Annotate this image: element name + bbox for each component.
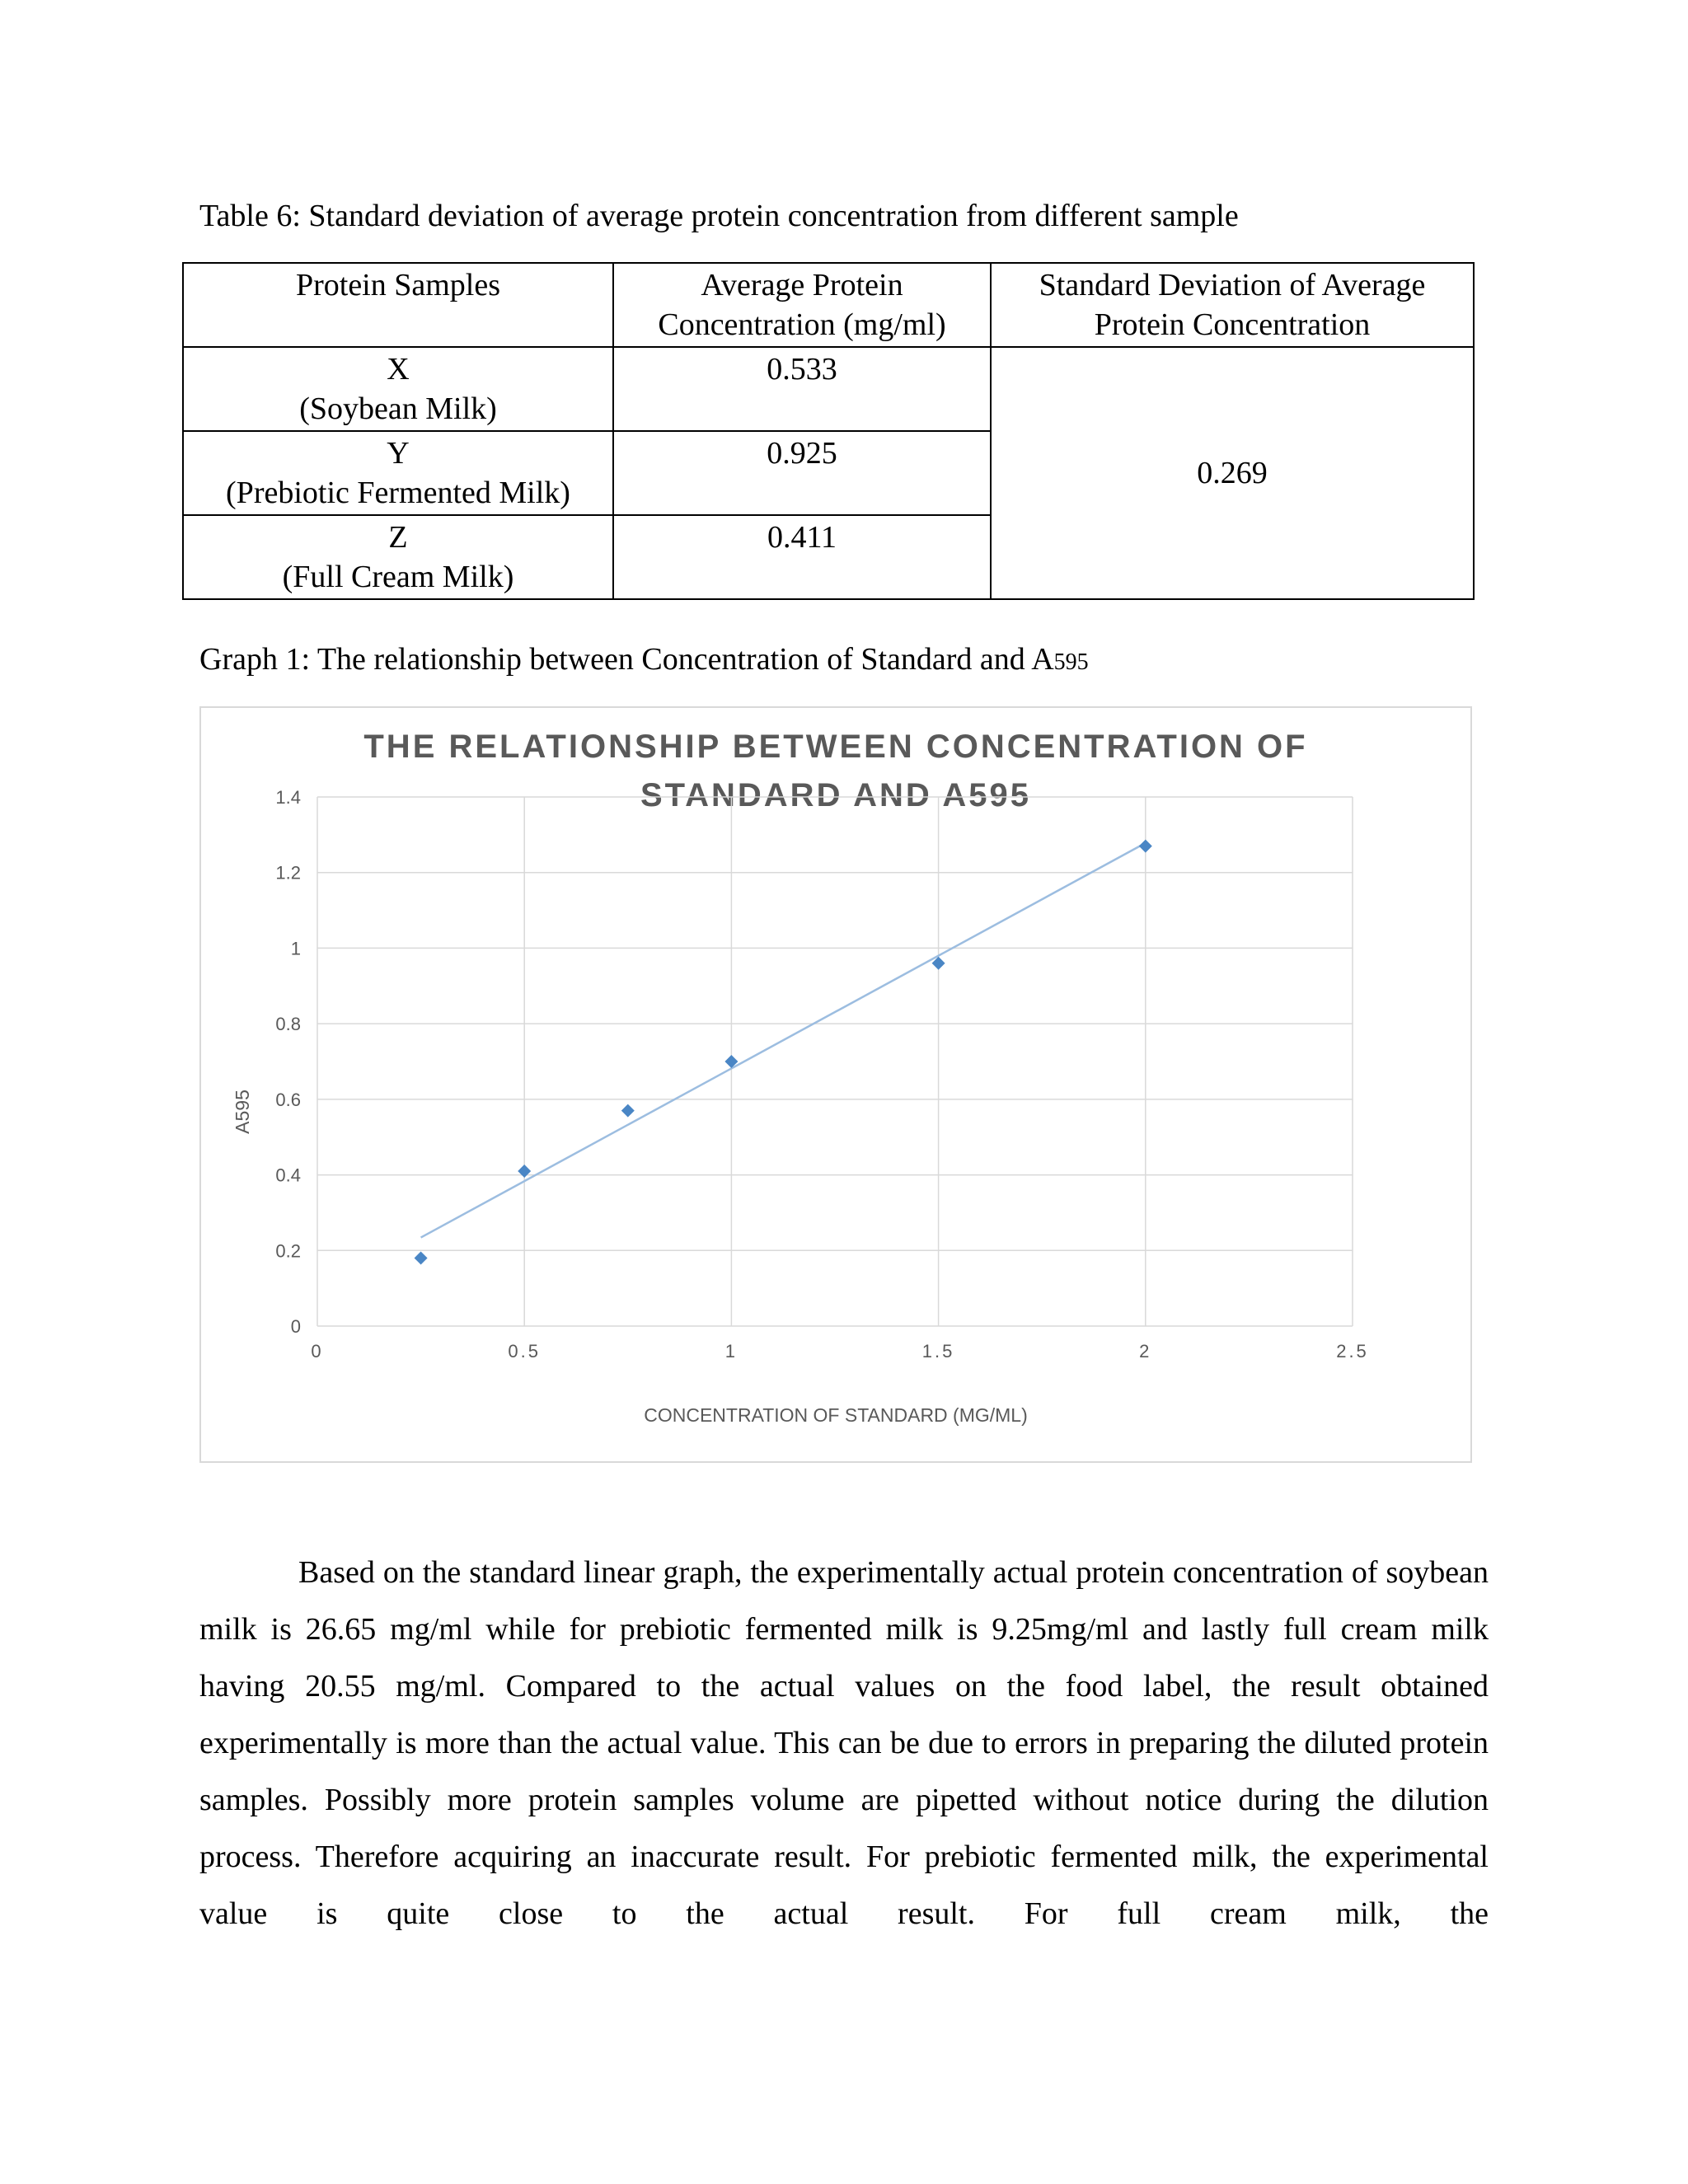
x-tick-label: 2.5 [1336,1341,1369,1361]
y-axis-label: A595 [232,1090,253,1134]
y-tick-label: 1 [290,938,301,959]
header-protein-samples [183,263,613,347]
y-tick-label: 0.2 [275,1240,301,1262]
sample-name: (Soybean Milk) [299,391,497,426]
average-cell [613,347,991,431]
y-tick-label: 0 [290,1316,301,1337]
header-standard-deviation [991,263,1474,347]
header-average-protein [613,263,991,347]
sample-name: (Prebiotic Fermented Milk) [226,476,570,510]
sample-id: X [387,352,410,387]
trendline [421,843,1146,1238]
body-paragraph [199,1544,1489,1943]
header-line: Protein Samples [295,268,501,302]
sample-cell [183,347,613,431]
average-value: 0.925 [767,436,837,471]
average-cell [613,431,991,515]
header-line: Average Protein [701,268,903,302]
data-point [1139,840,1152,853]
data-point [621,1104,635,1118]
chart-grid [317,797,1353,1326]
average-value: 0.533 [767,352,837,387]
y-tick-label: 1.4 [275,787,301,808]
x-tick-label: 1 [724,1341,738,1361]
sample-name: (Full Cream Milk) [282,560,514,594]
graph-caption-text: Graph 1: The relationship between Concentration of Standard and A [199,642,1054,677]
chart-ticks [275,787,1368,1361]
x-tick-label: 0.5 [508,1341,541,1361]
x-tick-label: 1.5 [921,1341,955,1361]
chart-trendline-group [421,843,1146,1238]
x-tick-label: 0 [311,1341,324,1361]
graph-caption-subscript: 595 [1053,649,1089,675]
average-cell [613,515,991,599]
y-tick-label: 0.4 [275,1165,301,1186]
chart-title-line-2: STANDARD AND A595 [640,777,1032,813]
y-tick-label: 1.2 [275,862,301,883]
sample-id: Y [387,436,410,471]
table-header-row [183,263,1474,347]
graph-caption [199,641,1089,681]
header-line: Protein Concentration [1094,307,1371,342]
header-line: Standard Deviation of Average [1039,268,1426,302]
standard-deviation-cell [991,347,1474,599]
chart-container [199,706,1472,1463]
average-value: 0.411 [767,520,837,555]
protein-table [182,262,1475,600]
y-tick-label: 0.8 [275,1014,301,1035]
chart-title-line-1: THE RELATIONSHIP BETWEEN CONCENTRATION OF [363,729,1308,765]
y-tick-label: 0.6 [275,1089,301,1110]
table-caption: Table 6: Standard deviation of average protein concentration from different sample [199,199,1239,233]
data-point [415,1251,428,1264]
table-row [183,347,1474,431]
x-axis-label: CONCENTRATION OF STANDARD (MG/ML) [644,1404,1028,1426]
x-tick-label: 2 [1139,1341,1152,1361]
paragraph-text: Based on the standard linear graph, the experimentally actual protein concentration of soybean milk is 26.65 mg/ml while for prebiotic fermented milk is 9.25mg/ml and lastly full cream milk having 20.55 mg/ml. Compared to the actual values on the food label, the result obtained experimentally is more than the actual value. This can be due to errors in preparing the diluted protein samples. Possibly more protein samples volume are pipetted without notice during the dilution process. Therefore acquiring an inaccurate result. For prebiotic fermented milk, the experimental value is quite close to the actual result. For full cream milk, the [199,1555,1489,1931]
standard-deviation-value: 0.269 [1197,456,1268,490]
data-point [518,1165,531,1178]
sample-cell [183,515,613,599]
sample-id: Z [388,520,408,555]
sample-cell [183,431,613,515]
header-line: Concentration (mg/ml) [658,307,946,342]
scatter-chart [201,708,1470,1461]
